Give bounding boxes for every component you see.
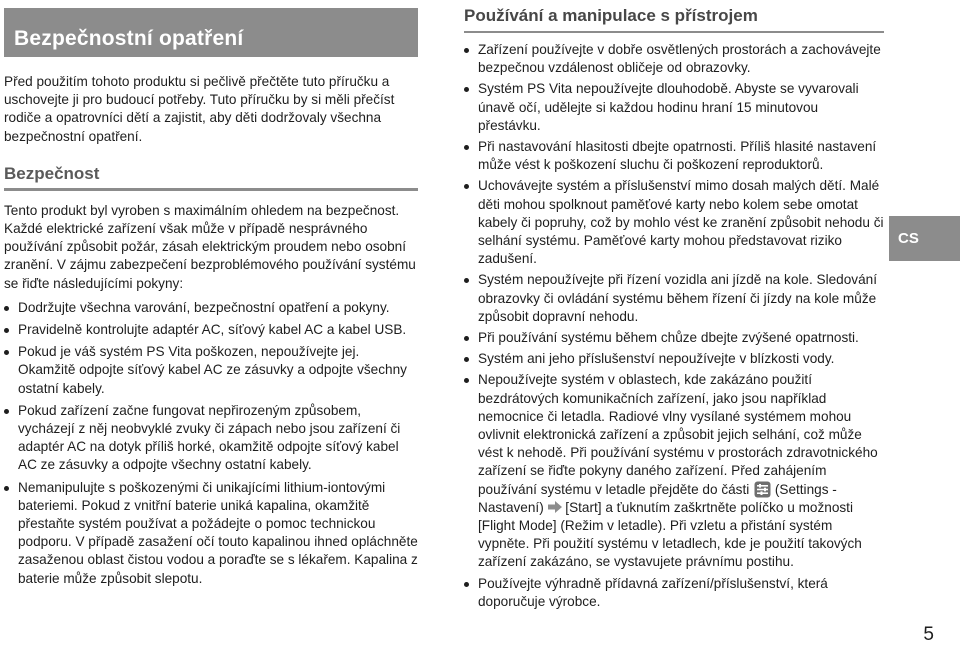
arrow-right-icon — [548, 500, 562, 512]
list-item: Nemanipulujte s poškozenými či unikajícími lithium-iontovými bateriemi. Pokud z vnitřní baterie uniká kapalina, okamžitě přestaňte systém používat a požádejte o pomoc technickou podporu. V případě zasažení očí touto kapalinou ihned opláchněte zasaženou oblast čistou vodou a poraďte se s lékařem. Kapalina z baterie může způsobit slepotu. — [4, 479, 418, 588]
subheading-bezpecnost: Bezpečnost — [4, 164, 418, 191]
list-item: Uchovávejte systém a příslušenství mimo dosah malých dětí. Malé děti mohou spolknout paměťové karty nebo kolem sebe omotat kabely či popruhy, což by mohlo vést ke zranění způsobit nehodu či selhání systému. Paměťové karty mohou představovat riziko zadušení. — [464, 177, 884, 268]
safety-paragraph: Tento produkt byl vyroben s maximálním ohledem na bezpečnost. Každé elektrické zařízení však může v případě nesprávného používání způsobit požár, zásah elektrickým proudem nebo osobní zranění. V zájmu zabezpečení bezproblémového používání systému se řiďte následujícími pokyny: — [4, 202, 416, 291]
list-item-flight-mode — [464, 371, 884, 571]
intro-text: Před použitím tohoto produktu si pečlivě přečtěte tuto příručku a uschovejte ji pro budoucí potřeby. Tuto příručku by si měli přečíst rodiče a opatrovníci dětí a zajistit, aby děti dodržovaly všechna bezpečnostní opatření. — [4, 74, 395, 144]
settings-icon — [754, 481, 771, 498]
flight-text-after: [Start] a ťuknutím zaškrtněte políčko u možnosti [Flight Mode] (Režim v letadle). Při vzletu a přistání systém vypněte. Při použití systému v letadlech, kde je použití takových zařízení zakázáno, se vystavujete právnímu postihu. — [478, 499, 862, 570]
usage-list — [464, 41, 884, 611]
language-tab-label: CS — [898, 230, 919, 247]
list-item: Pokud je váš systém PS Vita poškozen, nepoužívejte jej. Okamžitě odpojte síťový kabel AC ze zásuvky a odpojte všechny ostatní kabely. — [4, 343, 418, 398]
list-item: Systém ani jeho příslušenství nepoužívejte v blízkosti vody. — [464, 350, 884, 368]
list-item: Používejte výhradně přídavná zařízení/příslušenství, která doporučuje výrobce. — [464, 575, 884, 611]
left-column — [4, 8, 418, 588]
settings-label: (Settings - Nastavení) — [478, 481, 837, 515]
list-item: Systém PS Vita nepoužívejte dlouhodobě. Abyste se vyvarovali únavě očí, udělejte si každou hodinu hraní 15 minutovou přestávku. — [464, 80, 884, 135]
list-item: Systém nepoužívejte při řízení vozidla ani jízdě na kole. Sledování obrazovky či ovládání systému během řízení či jízdy na kole může způsobit dopravní nehodu. — [464, 271, 884, 326]
list-item: Pravidelně kontrolujte adaptér AC, síťový kabel AC a kabel USB. — [4, 321, 418, 339]
right-column — [464, 6, 884, 611]
banner-title: Bezpečnostní opatření — [14, 27, 244, 50]
page-number: 5 — [923, 624, 934, 645]
list-item: Při nastavování hlasitosti dbejte opatrnosti. Příliš hlasité nastavení může vést k poškození sluchu či poškození reproduktorů. — [464, 138, 884, 174]
safety-list — [4, 299, 418, 588]
language-tab — [889, 216, 960, 261]
list-item: Zařízení používejte v dobře osvětlených prostorách a zachovávejte bezpečnou vzdálenost obličeje od obrazovky. — [464, 41, 884, 77]
list-item: Dodržujte všechna varování, bezpečnostní opatření a pokyny. — [4, 299, 418, 317]
list-item: Pokud zařízení začne fungovat nepřirozeným způsobem, vycházejí z něj neobvyklé zvuky či zápach nebo jsou zařízení či adaptér AC na dotyk příliš horké, okamžitě odpojte síťový kabel AC ze zásuvky a odpojte všechny ostatní kabely. — [4, 402, 418, 475]
flight-text-before: Nepoužívejte systém v oblastech, kde zakázáno použití bezdrátových komunikačních zařízení, jako jsou například nemocnice či letadla. Radiové vlny vysílané systémem mohou ovlivnit elektronická zařízení a způsobit jejich selhání, což může vést k nehodě. Při používání systému v prostorách zdravotnického zařízení se řiďte pokyny daného zařízení. Před zahájením používání systému v letadle přejděte do části — [478, 372, 878, 497]
section-banner — [4, 8, 418, 57]
section-heading: Používání a manipulace s přístrojem — [464, 6, 884, 33]
list-item: Při používání systému během chůze dbejte zvýšené opatrnosti. — [464, 329, 884, 347]
